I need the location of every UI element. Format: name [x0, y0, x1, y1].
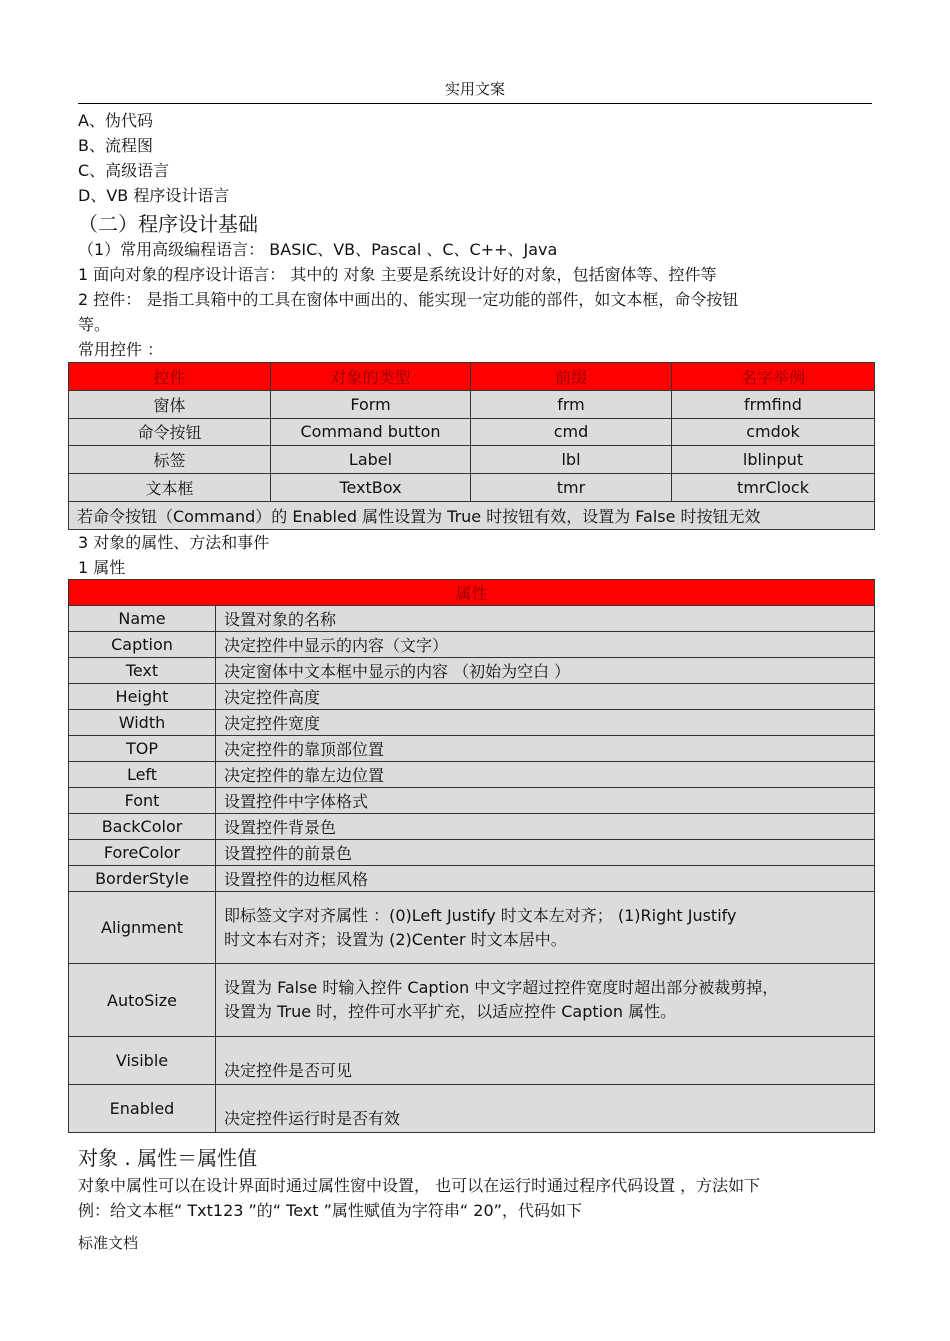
- table-header-cell: 名字举例: [672, 363, 875, 391]
- property-name: AutoSize: [69, 964, 216, 1037]
- paragraph-controls-cont: 等。: [78, 315, 111, 334]
- table-cell: Form: [271, 390, 471, 418]
- property-name: ForeColor: [69, 840, 216, 866]
- property-description: [216, 892, 875, 964]
- table-cell: 窗体: [69, 390, 271, 418]
- table-cell: lbl: [471, 446, 672, 474]
- table-cell: frmfind: [672, 390, 875, 418]
- property-name: Font: [69, 788, 216, 814]
- property-name: Caption: [69, 632, 216, 658]
- paragraph-controls: 2 控件： 是指工具箱中的工具在窗体中画出的、能实现一定功能的部件，如文本框，命令按钮: [78, 290, 739, 309]
- property-description: [216, 964, 875, 1037]
- table-row: [69, 1085, 875, 1133]
- table-row: [69, 684, 875, 710]
- property-name: BorderStyle: [69, 866, 216, 892]
- paragraph-set-properties: 对象中属性可以在设计界面时通过属性窗中设置， 也可以在运行时通过程序代码设置 ，方法如下: [78, 1176, 761, 1195]
- description-line: 设置为 False 时输入控件 Caption 中文字超过控件宽度时超出部分被裁剪掉，: [224, 978, 779, 997]
- paragraph-common-controls: 常用控件 ：: [78, 340, 164, 359]
- option-c: C、高级语言: [78, 161, 170, 180]
- paragraph-oop: 1 面向对象的程序设计语言： 其中的 对象 主要是系统设计好的对象，包括窗体等、控件等: [78, 265, 717, 284]
- table-cell: tmr: [471, 474, 672, 502]
- property-assignment-formula: 对象 . 属性＝属性值: [78, 1146, 258, 1170]
- table-row: [69, 658, 875, 684]
- paragraph-properties: 1 属性: [78, 558, 126, 577]
- property-description: 决定控件中显示的内容（文字）: [216, 632, 875, 658]
- table-cell: lblinput: [672, 446, 875, 474]
- property-description: 设置控件的边框风格: [216, 866, 875, 892]
- option-d: D、VB 程序设计语言: [78, 186, 230, 205]
- paragraph-object-properties: 3 对象的属性、方法和事件: [78, 533, 270, 552]
- table-header-cell: 前缀: [471, 363, 672, 391]
- option-b: B、流程图: [78, 136, 153, 155]
- description-line: 时文本右对齐；设置为 (2)Center 时文本居中。: [224, 929, 567, 949]
- enabled-note: 若命令按钮（Command）的 Enabled 属性设置为 True 时按钮有效，设置为 False 时按钮无效: [69, 501, 875, 529]
- property-description: 决定控件运行时是否有效: [216, 1085, 875, 1133]
- table-cell: frm: [471, 390, 672, 418]
- table-row: [69, 1037, 875, 1085]
- table-row: [69, 788, 875, 814]
- table-row: [69, 632, 875, 658]
- paragraph-example: 例：给文本框“ Txt123 ”的“ Text ”属性赋值为字符串“ 20”，代码如下: [78, 1201, 582, 1220]
- property-description: 决定控件的靠顶部位置: [216, 736, 875, 762]
- properties-table: [68, 579, 875, 1133]
- table-header-cell: 属性: [69, 580, 875, 606]
- table-cell: Label: [271, 446, 471, 474]
- table-row: [69, 762, 875, 788]
- table-cell: 命令按钮: [69, 418, 271, 446]
- table-row: [69, 840, 875, 866]
- property-description: 设置控件的前景色: [216, 840, 875, 866]
- property-description: 决定控件宽度: [216, 710, 875, 736]
- property-name: Height: [69, 684, 216, 710]
- property-name: Text: [69, 658, 216, 684]
- table-cell: Command button: [271, 418, 471, 446]
- paragraph-languages: （1）常用高级编程语言： BASIC、VB、Pascal 、C、C++、Java: [78, 240, 558, 259]
- option-a: A、伪代码: [78, 111, 153, 130]
- controls-table: [68, 362, 875, 530]
- table-row: [69, 892, 875, 964]
- table-row: [69, 964, 875, 1037]
- property-description: 决定控件的靠左边位置: [216, 762, 875, 788]
- table-header-cell: 对象的类型: [271, 363, 471, 391]
- table-header-cell: 控件: [69, 363, 271, 391]
- property-description: 决定控件是否可见: [216, 1037, 875, 1085]
- table-row: [69, 710, 875, 736]
- property-name: Enabled: [69, 1085, 216, 1133]
- table-note-row: [69, 501, 875, 529]
- table-row: [69, 474, 875, 502]
- property-description: 设置控件中字体格式: [216, 788, 875, 814]
- property-description: 设置控件背景色: [216, 814, 875, 840]
- table-row: [69, 446, 875, 474]
- property-name: TOP: [69, 736, 216, 762]
- property-description: 决定窗体中文本框中显示的内容 （初始为空白 ）: [216, 658, 875, 684]
- property-description: 决定控件高度: [216, 684, 875, 710]
- table-row: [69, 418, 875, 446]
- property-name: Width: [69, 710, 216, 736]
- table-cell: cmdok: [672, 418, 875, 446]
- controls-header-row: [69, 363, 875, 391]
- table-row: [69, 866, 875, 892]
- section-heading: （二）程序设计基础: [78, 212, 258, 236]
- property-name: BackColor: [69, 814, 216, 840]
- table-cell: 文本框: [69, 474, 271, 502]
- table-cell: tmrClock: [672, 474, 875, 502]
- page-footer: 标准文档: [78, 1234, 139, 1252]
- page-header-title: 实用文案: [444, 80, 505, 98]
- table-cell: cmd: [471, 418, 672, 446]
- table-row: [69, 390, 875, 418]
- description-line: 设置为 True 时，控件可水平扩充，以适应控件 Caption 属性。: [224, 1002, 677, 1021]
- header-divider: [78, 103, 872, 104]
- property-name: Name: [69, 606, 216, 632]
- properties-header-row: [69, 580, 875, 606]
- table-cell: TextBox: [271, 474, 471, 502]
- table-row: [69, 606, 875, 632]
- property-name: Left: [69, 762, 216, 788]
- property-name: Visible: [69, 1037, 216, 1085]
- property-description: 设置对象的名称: [216, 606, 875, 632]
- table-cell: 标签: [69, 446, 271, 474]
- table-row: [69, 814, 875, 840]
- description-line: 即标签文字对齐属性 ：(0)Left Justify 时文本左对齐； (1)Right Justify: [224, 905, 737, 925]
- property-name: Alignment: [69, 892, 216, 964]
- table-row: [69, 736, 875, 762]
